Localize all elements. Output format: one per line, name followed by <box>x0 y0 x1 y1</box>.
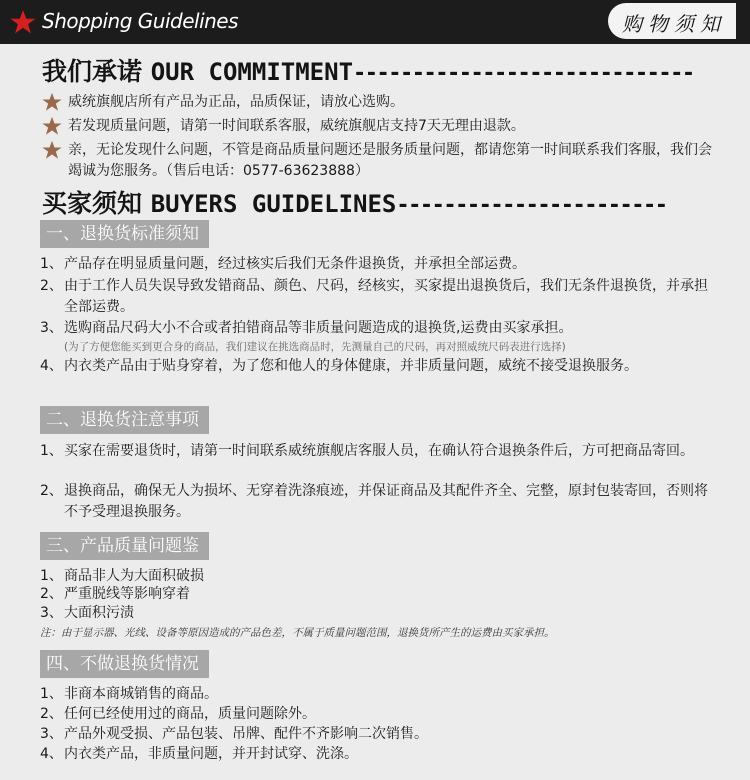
item-number: 1、 <box>40 568 63 584</box>
item-text: 非商本商城销售的商品。 <box>64 686 218 702</box>
list-item <box>40 481 720 523</box>
list-item <box>40 684 720 705</box>
item-text: 退换商品，确保无人为损坏、无穿着洗涤痕迹，并保证商品及其配件齐全、完整，原封包装寄回，否则将不予受理退换服务。 <box>64 483 708 520</box>
item-text: 内衣类产品，非质量问题，并开封试穿、洗涤。 <box>64 746 358 762</box>
commitment-item-text: 亲，无论发现什么问题，不管是商品质量问题还是服务质量问题，都请您第一时间联系我们客服，我们会竭诚为您服务。（售后电话：0577-63623888） <box>68 142 712 179</box>
header-cn-tab <box>608 3 736 39</box>
item-text: 产品存在明显质量问题，经过核实后我们无条件退换货，并承担全部运费。 <box>64 256 526 272</box>
section3-label: 三、产品质量问题鉴 <box>40 532 209 560</box>
commitment-item-text: 若发现质量问题，请第一时间联系客服，威统旗舰店支持7天无理由退款。 <box>68 118 525 134</box>
commitment-dashes: ----------------------------- <box>353 61 694 86</box>
item-number: 4、 <box>40 746 63 762</box>
list-item <box>40 254 720 275</box>
item-number: 4、 <box>40 358 63 374</box>
item-number: 2、 <box>40 483 63 499</box>
list-item <box>40 744 720 765</box>
commitment-title-cn: 我们承诺 <box>42 57 143 86</box>
list-item <box>40 276 720 318</box>
item-text: 买家在需要退货时，请第一时间联系威统旗舰店客服人员，在确认符合退换条件后，方可把商品寄回。 <box>64 443 694 459</box>
item-number: 3、 <box>40 726 63 742</box>
item-number: 2、 <box>40 278 63 294</box>
list-item <box>40 318 720 339</box>
brown-star-icon <box>42 92 62 112</box>
item-text: 严重脱线等影响穿着 <box>64 586 190 602</box>
commitment-heading <box>42 52 694 88</box>
list-item <box>40 441 720 462</box>
commitment-item <box>42 92 722 113</box>
commitment-title-en: OUR COMMITMENT <box>150 58 354 86</box>
item-text: 大面积污渍 <box>64 605 134 621</box>
buyers-title-en: BUYERS GUIDELINES <box>150 190 397 218</box>
list-item <box>40 724 720 745</box>
brown-star-icon <box>42 140 62 160</box>
red-star-icon <box>10 9 36 35</box>
item-number: 1、 <box>40 686 63 702</box>
header-bar <box>0 0 750 44</box>
buyers-dashes: ----------------------- <box>396 193 667 218</box>
item-number: 2、 <box>40 706 63 722</box>
item-number: 1、 <box>40 256 63 272</box>
header-cn-title: 购物须知 <box>622 12 726 36</box>
list-item <box>40 704 720 725</box>
brown-star-icon <box>42 116 62 136</box>
item-number: 3、 <box>40 320 63 336</box>
section4-label: 四、不做退换货情况 <box>40 650 209 678</box>
color-difference-note: 注：由于显示器、光线、设备等原因造成的产品色差，不属于质量问题范围，退换货所产生的运费由买家承担。 <box>40 627 555 639</box>
list-item <box>40 603 720 624</box>
item-number: 2、 <box>40 586 63 602</box>
item-text: 内衣类产品由于贴身穿着，为了您和他人的身体健康，并非质量问题，威统不接受退换服务。 <box>64 358 638 374</box>
commitment-item <box>42 140 722 182</box>
item-text: 选购商品尺码大小不合或者拍错商品等非质量问题造成的退换货,运费由买家承担。 <box>64 320 573 336</box>
item-text: 商品非人为大面积破损 <box>64 568 204 584</box>
buyers-heading <box>42 184 667 220</box>
section2-label: 二、退换货注意事项 <box>40 406 209 434</box>
commitment-item <box>42 116 722 137</box>
buyers-title-cn: 买家须知 <box>42 189 143 218</box>
header-en-title: Shopping Guidelines <box>42 9 239 33</box>
item-text: 产品外观受损、产品包装、吊牌、配件不齐影响二次销售。 <box>64 726 428 742</box>
commitment-item-text: 威统旗舰店所有产品为正品，品质保证，请放心选购。 <box>68 94 404 110</box>
list-item <box>40 584 720 605</box>
section1-label: 一、退换货标准须知 <box>40 220 209 248</box>
item-number: 1、 <box>40 443 63 459</box>
list-item <box>40 356 720 377</box>
size-tip: (为了方便您能买到更合身的商品，我们建议在挑选商品时，先测量自己的尺码，再对照威统尺码表进行选择) <box>64 341 566 353</box>
item-text: 由于工作人员失误导致发错商品、颜色、尺码，经核实，买家提出退换货后，我们无条件退换货，并承担全部运费。 <box>64 278 708 315</box>
item-text: 任何已经使用过的商品，质量问题除外。 <box>64 706 316 722</box>
item-number: 3、 <box>40 605 63 621</box>
